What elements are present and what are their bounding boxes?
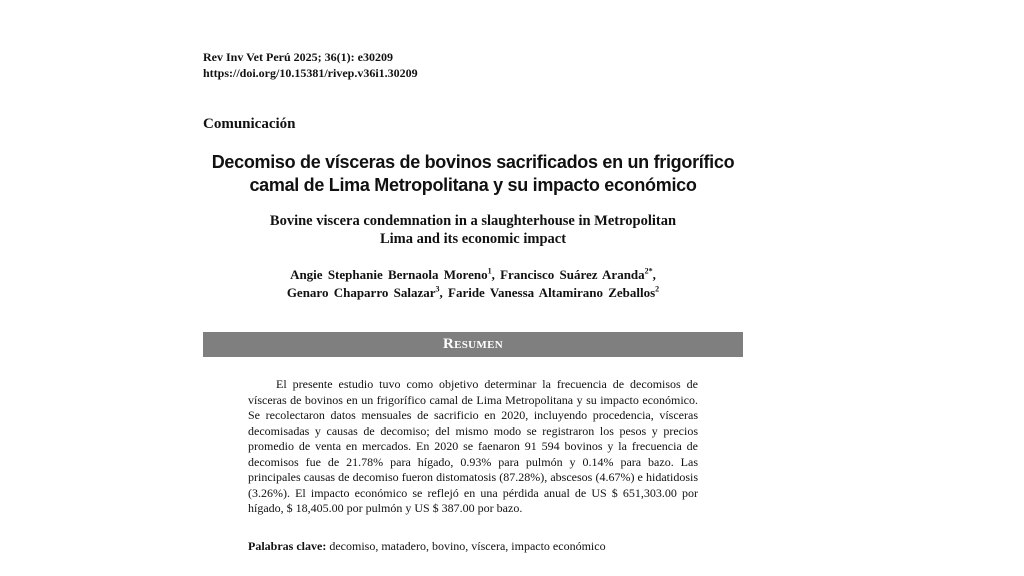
title-english-line2: Lima and its economic impact (379, 231, 567, 247)
author-name: Francisco Suárez Aranda (500, 267, 645, 282)
keywords (248, 539, 698, 554)
resumen-heading: Resumen (443, 336, 503, 352)
author-affiliation: 2 (655, 284, 660, 294)
title-spanish (203, 151, 743, 197)
title-spanish-line1: Decomiso de vísceras de bovinos sacrificados en un frigorífico (211, 152, 735, 172)
author-list (203, 266, 743, 302)
journal-citation: Rev Inv Vet Perú 2025; 36(1): e30209 (203, 50, 393, 64)
title-english (203, 212, 743, 248)
author-name: Faride Vanessa Altamirano Zeballos (448, 285, 656, 300)
author-line-1 (203, 266, 743, 284)
title-spanish-line2: camal de Lima Metropolitana y su impacto económico (249, 175, 697, 195)
author-separator: , (652, 267, 656, 282)
title-english-line1: Bovine viscera condemnation in a slaughterhouse in Metropolitan (269, 213, 677, 229)
journal-header (203, 49, 418, 81)
section-label: Comunicación (203, 116, 296, 132)
author-name: Angie Stephanie Bernaola Moreno (290, 267, 488, 282)
abstract-text: El presente estudio tuvo como objetivo determinar la frecuencia de decomisos de vísceras de bovinos en un frigorífico camal de Lima Metropolitana y su impacto económico. Se recolectaron datos mensuales de sacrificio en 2020, incluyendo procedencia, vísceras decomisadas y causas de decomiso; del mismo modo se registraron los pesos y precios promedio de venta en mercados. En 2020 se faenaron 91 594 bovinos y la frecuencia de decomisos fue de 21.78% para hígado, 0.93% para pulmón y 0.14% para bazo. Las principales causas de decomiso fueron distomatosis (87.28%), abscesos (4.67%) e hidatidosis (3.26%). El impacto económico se reflejó en una pérdida anual de US $ 651,303.00 por hígado, $ 18,405.00 por pulmón y US $ 387.00 por bazo. (248, 377, 698, 515)
author-line-2 (203, 284, 743, 302)
keywords-value: decomiso, matadero, bovino, víscera, impacto económico (329, 539, 606, 553)
author-affiliation: 2* (644, 266, 653, 276)
resumen-heading-bar (203, 332, 743, 357)
author-affiliation: 1 (487, 266, 492, 276)
author-name: Genaro Chaparro Salazar (286, 285, 436, 300)
journal-doi[interactable]: https://doi.org/10.15381/rivep.v36i1.30209 (203, 66, 418, 80)
author-separator: , (491, 267, 501, 282)
author-affiliation: 3 (435, 284, 440, 294)
keywords-label: Palabras clave: (248, 539, 327, 553)
author-separator: , (439, 285, 448, 300)
